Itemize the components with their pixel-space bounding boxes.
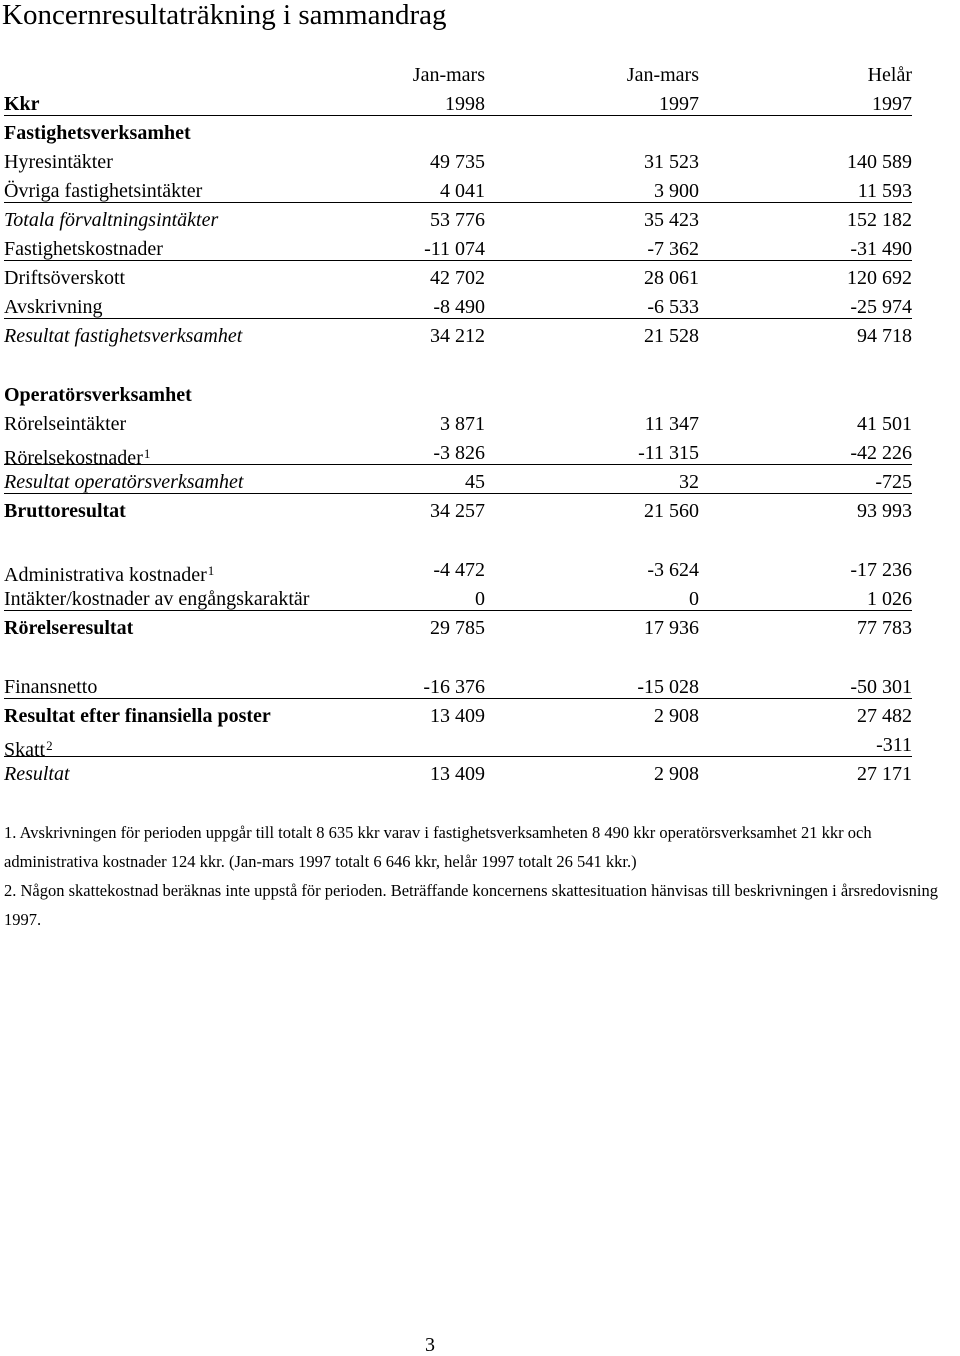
- table-row-subtotal: Resultat fastighetsverksamhet 34 212 21 528 94 718: [4, 325, 912, 347]
- page-number: 3: [425, 1334, 435, 1356]
- table-row: Administrativa kostnader$^1$ -4 472 -3 624 -17 236: [4, 559, 912, 586]
- year-header-row: [4, 90, 912, 119]
- period-header-row: [4, 61, 912, 90]
- table-row-subtotal: Totala förvaltningsintäkter 53 776 35 423 152 182: [4, 209, 912, 231]
- table-row: Finansnetto -16 376 -15 028 -50 301: [4, 673, 912, 702]
- footnote-marker: 1: [143, 446, 151, 461]
- table-row-total: Rörelseresultat 29 785 17 936 77 783: [4, 617, 912, 639]
- table-row: Rörelsekostnader$^1$ -3 826 -11 315 -42 226: [4, 439, 912, 468]
- table-row-result: Resultat 13 409 2 908 27 171: [4, 763, 912, 785]
- period-label-2: Jan-mars: [626, 64, 699, 86]
- table-row-subtotal: Resultat operatörsverksamhet 45 32 -725: [4, 468, 912, 497]
- footnote-marker: 1: [207, 563, 215, 578]
- table-row: Rörelseintäkter 3 871 11 347 41 501: [4, 413, 912, 435]
- period-label-3: Helår: [867, 64, 912, 86]
- footnotes: [4, 818, 960, 934]
- year-label-3: 1997: [872, 93, 912, 115]
- table-row: Intäkter/kostnader av engångskaraktär 0 0 1 026: [4, 585, 912, 614]
- unit-label: Kkr: [4, 93, 40, 115]
- year-label-1: 1998: [445, 93, 485, 115]
- footnote-marker: 2: [46, 738, 53, 753]
- page-title: Koncernresultaträkning i sammandrag: [2, 0, 447, 31]
- table-row-total: Bruttoresultat 34 257 21 560 93 993: [4, 500, 912, 522]
- section-heading-fastighet: Fastighetsverksamhet: [4, 122, 191, 144]
- period-label-1: Jan-mars: [412, 64, 485, 86]
- table-row: Hyresintäkter 49 735 31 523 140 589: [4, 151, 912, 173]
- footnote-2: 2. Någon skattekostnad beräknas inte uppstå för perioden. Beträffande koncernens skattesituation hänvisas till beskrivningen i årsredovisning 1997.: [4, 881, 938, 929]
- table-row: Skatt$^2$ -311: [4, 731, 912, 760]
- footnote-1: 1. Avskrivningen för perioden uppgår till totalt 8 635 kkr varav i fastighetsverksamheten 8 490 kkr operatörsverksamhet 21 kkr och administrativa kostnader 124 kkr. (Jan-mars 1997 totalt 6 646 kkr, helår 1997 totalt 26 541 kkr.): [4, 823, 872, 871]
- table-row: Driftsöverskott 42 702 28 061 120 692: [4, 267, 912, 289]
- table-row: Övriga fastighetsintäkter 4 041 3 900 11 593: [4, 177, 912, 206]
- table-row: Fastighetskostnader -11 074 -7 362 -31 490: [4, 235, 912, 264]
- year-label-2: 1997: [659, 93, 699, 115]
- table-row: Avskrivning -8 490 -6 533 -25 974: [4, 293, 912, 322]
- table-row-total: Resultat efter finansiella poster 13 409 2 908 27 482: [4, 705, 912, 727]
- section-heading-operator: Operatörsverksamhet: [4, 384, 192, 406]
